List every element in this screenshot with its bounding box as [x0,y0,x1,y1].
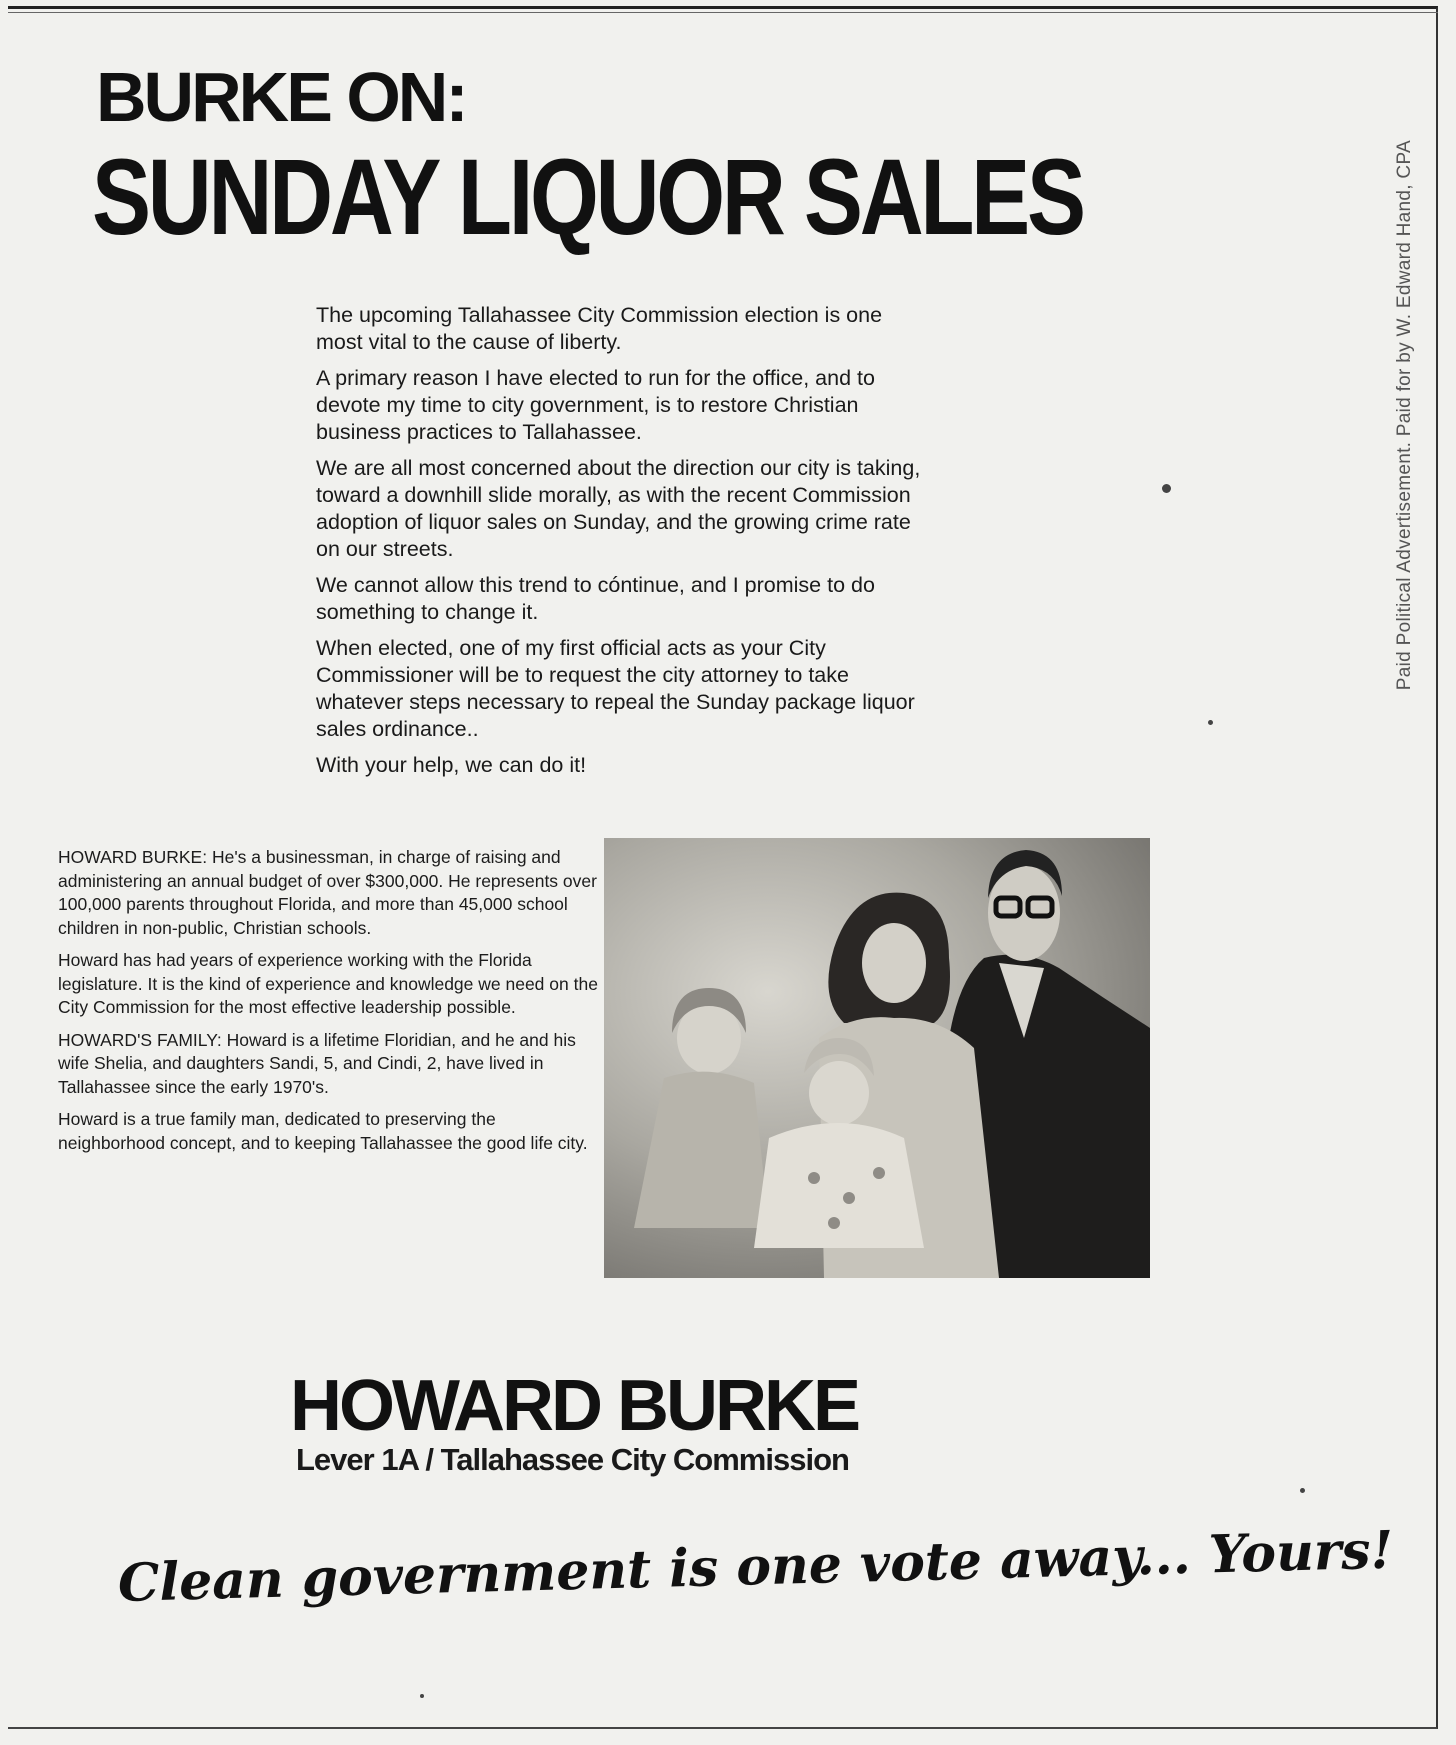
statement-paragraph: When elected, one of my first official acts as your City Commissioner will be to request the city attorney to take whatever steps necessary to repeal the Sunday package liquor sales ordinance.. [316,636,915,741]
candidate-line: Lever 1A / Tallahassee City Commission [296,1442,849,1477]
headline-large: SUNDAY LIQUOR SALES [92,136,1083,257]
paid-ad-credit [1394,70,1416,690]
slogan: Clean government is one vote away... Yours! [117,1519,1395,1614]
candidate-name: HOWARD BURKE [290,1366,858,1446]
candidate-bio [58,846,598,1164]
bio-paragraph: HOWARD'S FAMILY: Howard is a lifetime Floridian, and he and his wife Shelia, and daughters Sandi, 5, and Cindi, 2, have lived in Tallahassee since the early 1970's. [58,1029,576,1097]
bio-paragraph: HOWARD BURKE: He's a businessman, in charge of raising and administering an annual budget of over $300,000. He represents over 100,000 parents throughout Florida, and more than 45,000 school children in non-public, Christian schools. [58,847,597,938]
bio-paragraph: Howard has had years of experience working with the Florida legislature. It is the kind of experience and knowledge we need on the City Commission for the most effective leadership possible. [58,950,598,1017]
statement-paragraph: With your help, we can do it! [316,753,587,777]
statement-paragraph: We are all most concerned about the direction our city is taking, toward a downhill slide morally, as with the recent Commission adoption of liquor sales on Sunday, and the growing crime rate on our streets. [316,456,921,561]
paid-ad-credit-text: Paid Political Advertisement. Paid for by W. Edward Hand, CPA [1394,139,1415,690]
bio-paragraph: Howard is a true family man, dedicated to preserving the neighborhood concept, and to keeping Tallahassee the good life city. [58,1109,588,1153]
statement-paragraph: The upcoming Tallahassee City Commission election is one most vital to the cause of liberty. [316,303,883,354]
top-rule [8,12,1438,13]
family-photo-illustration [604,838,1150,1278]
headline-small: BURKE ON: [96,58,466,136]
print-speck [1208,720,1213,725]
family-photo [604,838,1150,1278]
print-speck [1162,484,1171,493]
print-speck [420,1694,424,1698]
statement-paragraph: We cannot allow this trend to cóntinue, and I promise to do something to change it. [316,573,875,624]
print-speck [1300,1488,1305,1493]
main-statement [316,302,926,788]
statement-paragraph: A primary reason I have elected to run for the office, and to devote my time to city government, is to restore Christian business practices to Tallahassee. [316,366,875,444]
